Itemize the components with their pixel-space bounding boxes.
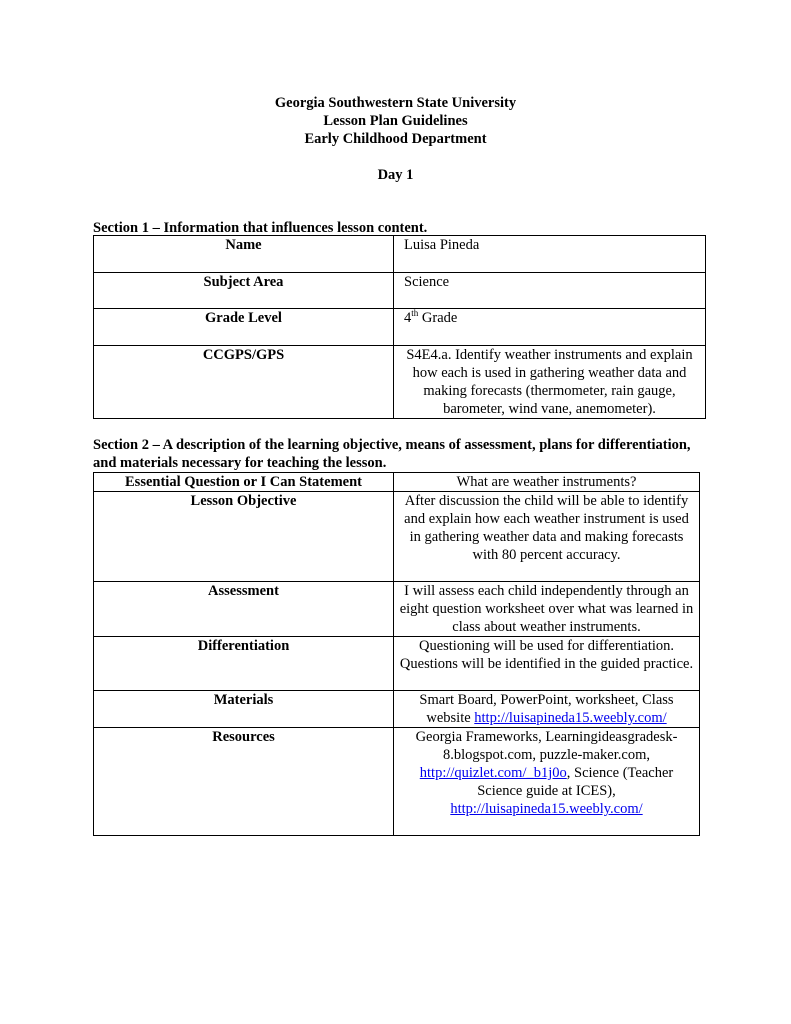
standard-value: S4E4.a. Identify weather instruments and explain how each is used in gathering weather data and making forecasts (thermometer, rain gauge, barometer, wind vane, anemometer).: [394, 346, 706, 419]
table-row: [94, 492, 700, 582]
assessment-value: I will assess each child independently through an eight question worksheet over what was learned in class about weather instruments.: [394, 582, 700, 637]
resources-label: Resources: [94, 728, 394, 836]
name-label: Name: [94, 236, 394, 273]
grade-suffix: th: [411, 308, 419, 319]
essential-question-value: What are weather instruments?: [394, 473, 700, 492]
table-row: [94, 637, 700, 691]
differentiation-label: Differentiation: [94, 637, 394, 691]
section2-table: [93, 472, 700, 836]
section1-table: [93, 235, 706, 419]
table-row: [94, 582, 700, 637]
table-row: [94, 346, 706, 419]
resources-text-continued: , Science (Teacher Science guide at ICES),: [477, 765, 674, 799]
document-title: Lesson Plan Guidelines: [323, 113, 468, 129]
class-website-link[interactable]: http://luisapineda15.weebly.com/: [474, 710, 667, 726]
grade-level-value: [394, 309, 706, 346]
essential-question-label: Essential Question or I Can Statement: [94, 473, 394, 492]
day-label: Day 1: [377, 167, 414, 183]
subject-area-label: Subject Area: [94, 273, 394, 309]
section2-heading: Section 2 – A description of the learning objective, means of assessment, plans for differentiation, and materials necessary for teaching the lesson.: [93, 437, 691, 471]
materials-text: Smart Board, PowerPoint, worksheet, Class website: [419, 692, 674, 726]
subject-area-value: Science: [394, 273, 706, 309]
standard-label: CCGPS/GPS: [94, 346, 394, 419]
table-row: [94, 728, 700, 836]
differentiation-value: Questioning will be used for differentiation. Questions will be identified in the guided practice.: [394, 637, 700, 691]
university-name: Georgia Southwestern State University: [274, 95, 517, 111]
class-website-link-2[interactable]: http://luisapineda15.weebly.com/: [450, 801, 643, 817]
lesson-objective-value: After discussion the child will be able to identify and explain how each weather instrument is used in gathering weather data and making forecasts with 80 percent accuracy.: [394, 492, 700, 582]
materials-value: [394, 691, 700, 728]
grade-word: Grade: [418, 310, 458, 326]
table-row: [94, 273, 706, 309]
section1-heading: Section 1 – Information that influences lesson content.: [93, 220, 428, 236]
grade-level-label: Grade Level: [94, 309, 394, 346]
resources-text: Georgia Frameworks, Learningideasgradesk-8.blogspot.com, puzzle-maker.com,: [415, 729, 678, 763]
resources-value: [394, 728, 700, 836]
document-header: [0, 94, 791, 148]
assessment-label: Assessment: [94, 582, 394, 637]
quizlet-link[interactable]: http://quizlet.com/_b1j0o: [419, 765, 567, 781]
table-row: [94, 691, 700, 728]
grade-number: 4: [404, 310, 412, 326]
table-row: [94, 236, 706, 273]
table-row: [94, 473, 700, 492]
materials-label: Materials: [94, 691, 394, 728]
department-name: Early Childhood Department: [304, 131, 487, 147]
table-row: [94, 309, 706, 346]
name-value: Luisa Pineda: [394, 236, 706, 273]
lesson-objective-label: Lesson Objective: [94, 492, 394, 582]
